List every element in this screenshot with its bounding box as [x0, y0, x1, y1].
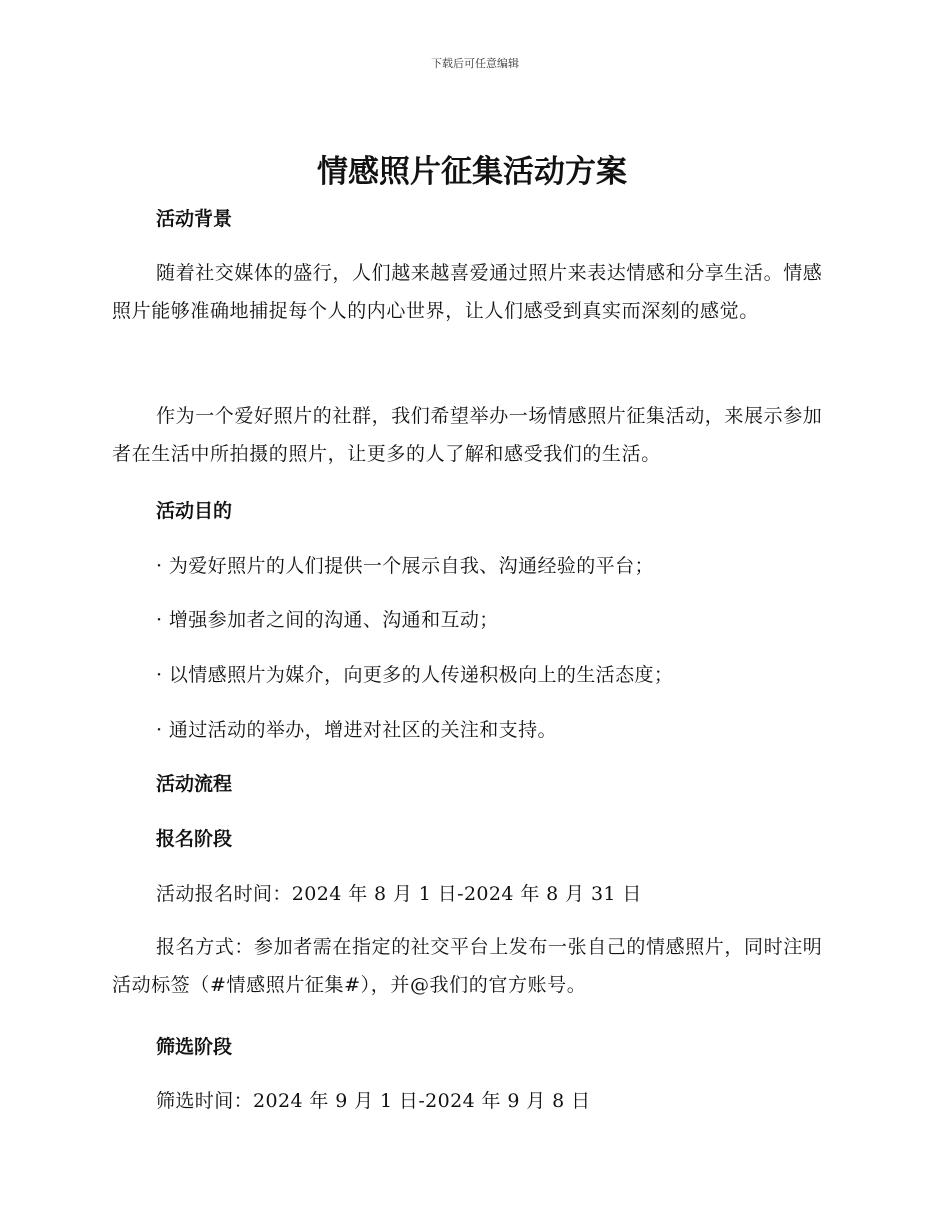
subsection-heading-screening: 筛选阶段 — [156, 1036, 233, 1058]
signup-time: 活动报名时间：2024 年 8 月 1 日-2024 年 8 月 31 日 — [156, 883, 642, 905]
signup-method: 报名方式：参加者需在指定的社交平台上发布一张自己的情感照片，同时注明活动标签（#情感照片征集#），并@我们的官方账号。 — [112, 936, 823, 996]
subsection-heading-signup: 报名阶段 — [156, 828, 233, 850]
paragraph-background-1: 随着社交媒体的盛行，人们越来越喜爱通过照片来表达情感和分享生活。情感照片能够准确地捕捉每个人的内心世界，让人们感受到真实而深刻的感觉。 — [112, 262, 823, 322]
section-heading-purpose: 活动目的 — [156, 500, 233, 522]
header-note: 下载后可任意编辑 — [431, 57, 519, 70]
section-heading-background: 活动背景 — [156, 208, 233, 230]
paragraph-background-2: 作为一个爱好照片的社群，我们希望举办一场情感照片征集活动，来展示参加者在生活中所拍摄的照片，让更多的人了解和感受我们的生活。 — [112, 405, 823, 465]
purpose-item: · 通过活动的举办，增进对社区的关注和支持。 — [156, 719, 557, 741]
purpose-item: · 增强参加者之间的沟通、沟通和互动； — [156, 609, 499, 631]
document-title: 情感照片征集活动方案 — [317, 154, 627, 190]
purpose-item: · 以情感照片为媒介，向更多的人传递积极向上的生活态度； — [156, 664, 674, 686]
purpose-item: · 为爱好照片的人们提供一个展示自我、沟通经验的平台； — [156, 555, 654, 577]
section-heading-process: 活动流程 — [156, 773, 233, 795]
screening-time: 筛选时间：2024 年 9 月 1 日-2024 年 9 月 8 日 — [156, 1090, 591, 1112]
